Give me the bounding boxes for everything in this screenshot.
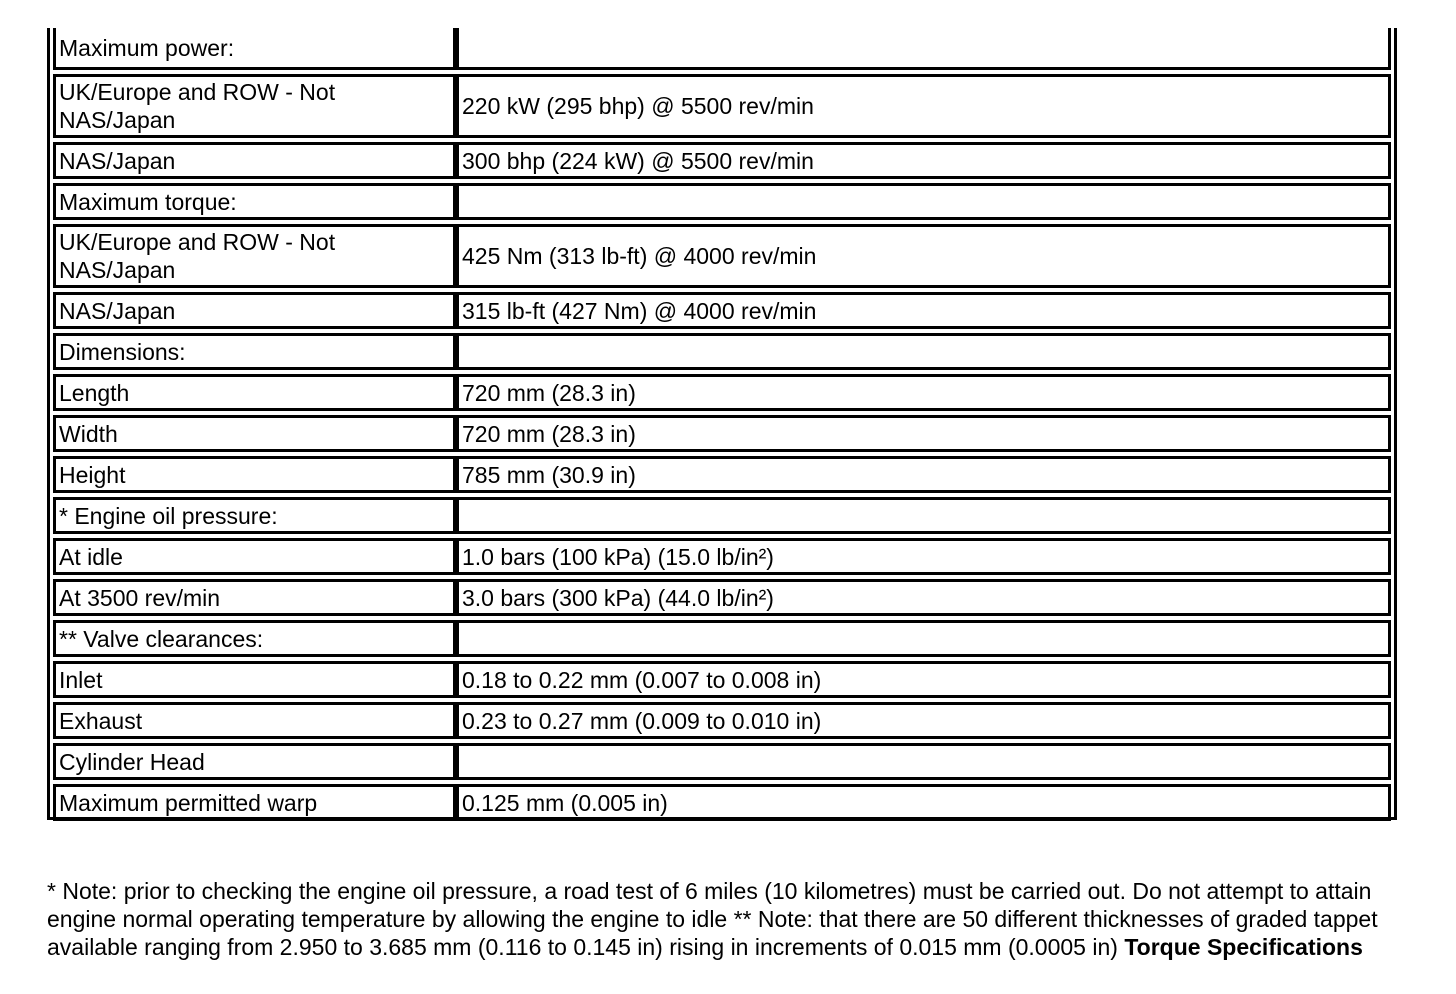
spec-label-cell: * Engine oil pressure: [53,497,456,534]
spec-value-cell [456,620,1391,657]
spec-value-cell [456,183,1391,220]
spec-table-frame [47,28,1397,820]
spec-label-cell: Maximum power: [53,28,456,70]
spec-row [53,333,1391,370]
spec-row [53,28,1391,70]
spec-value-cell: 220 kW (295 bhp) @ 5500 rev/min [456,74,1391,138]
spec-row [53,292,1391,329]
spec-label-cell: Exhaust [53,702,456,739]
spec-row [53,579,1391,616]
spec-row [53,183,1391,220]
footnote [47,877,1407,961]
spec-label-cell: Dimensions: [53,333,456,370]
spec-value-cell: 720 mm (28.3 in) [456,374,1391,411]
torque-specifications-heading: Torque Specifications [1124,934,1363,960]
spec-row [53,415,1391,452]
footnote-text: * Note: prior to checking the engine oil pressure, a road test of 6 miles (10 kilometres) must be carried out. Do not attempt to attain engine normal operating temperature by allowing the engine to idle ** Note: that there are 50 different thicknesses of graded tappet available ranging from 2.950 to 3.685 mm (0.116 to 0.145 in) rising in increments of 0.015 mm (0.0005 in) [47,878,1378,960]
spec-value-cell [456,333,1391,370]
spec-label-cell: Cylinder Head [53,743,456,780]
spec-label-cell: UK/Europe and ROW - Not NAS/Japan [53,224,456,288]
spec-value-cell: 1.0 bars (100 kPa) (15.0 lb/in²) [456,538,1391,575]
spec-value-cell: 425 Nm (313 lb-ft) @ 4000 rev/min [456,224,1391,288]
spec-value-cell: 785 mm (30.9 in) [456,456,1391,493]
spec-row [53,784,1391,821]
spec-value-cell [456,743,1391,780]
spec-label-cell: NAS/Japan [53,292,456,329]
spec-label-cell: UK/Europe and ROW - Not NAS/Japan [53,74,456,138]
spec-row [53,456,1391,493]
spec-row [53,224,1391,288]
spec-value-cell: 0.18 to 0.22 mm (0.007 to 0.008 in) [456,661,1391,698]
spec-table-body [53,28,1391,821]
spec-row [53,702,1391,739]
spec-label-cell: Width [53,415,456,452]
spec-label-cell: At idle [53,538,456,575]
spec-value-cell: 720 mm (28.3 in) [456,415,1391,452]
spec-row [53,743,1391,780]
spec-row [53,497,1391,534]
spec-row [53,374,1391,411]
spec-label-cell: NAS/Japan [53,142,456,179]
spec-table [53,28,1391,821]
spec-row [53,620,1391,657]
spec-value-cell [456,497,1391,534]
spec-value-cell [456,28,1391,70]
spec-label-cell: Maximum torque: [53,183,456,220]
spec-value-cell: 3.0 bars (300 kPa) (44.0 lb/in²) [456,579,1391,616]
spec-label-cell: Inlet [53,661,456,698]
spec-label-cell: Height [53,456,456,493]
spec-label-cell: ** Valve clearances: [53,620,456,657]
spec-value-cell: 315 lb-ft (427 Nm) @ 4000 rev/min [456,292,1391,329]
spec-label-cell: Maximum permitted warp [53,784,456,821]
spec-row [53,142,1391,179]
spec-value-cell: 0.125 mm (0.005 in) [456,784,1391,821]
spec-label-cell: Length [53,374,456,411]
spec-label-cell: At 3500 rev/min [53,579,456,616]
spec-value-cell: 300 bhp (224 kW) @ 5500 rev/min [456,142,1391,179]
spec-row [53,661,1391,698]
spec-value-cell: 0.23 to 0.27 mm (0.009 to 0.010 in) [456,702,1391,739]
spec-row [53,538,1391,575]
spec-row [53,74,1391,138]
